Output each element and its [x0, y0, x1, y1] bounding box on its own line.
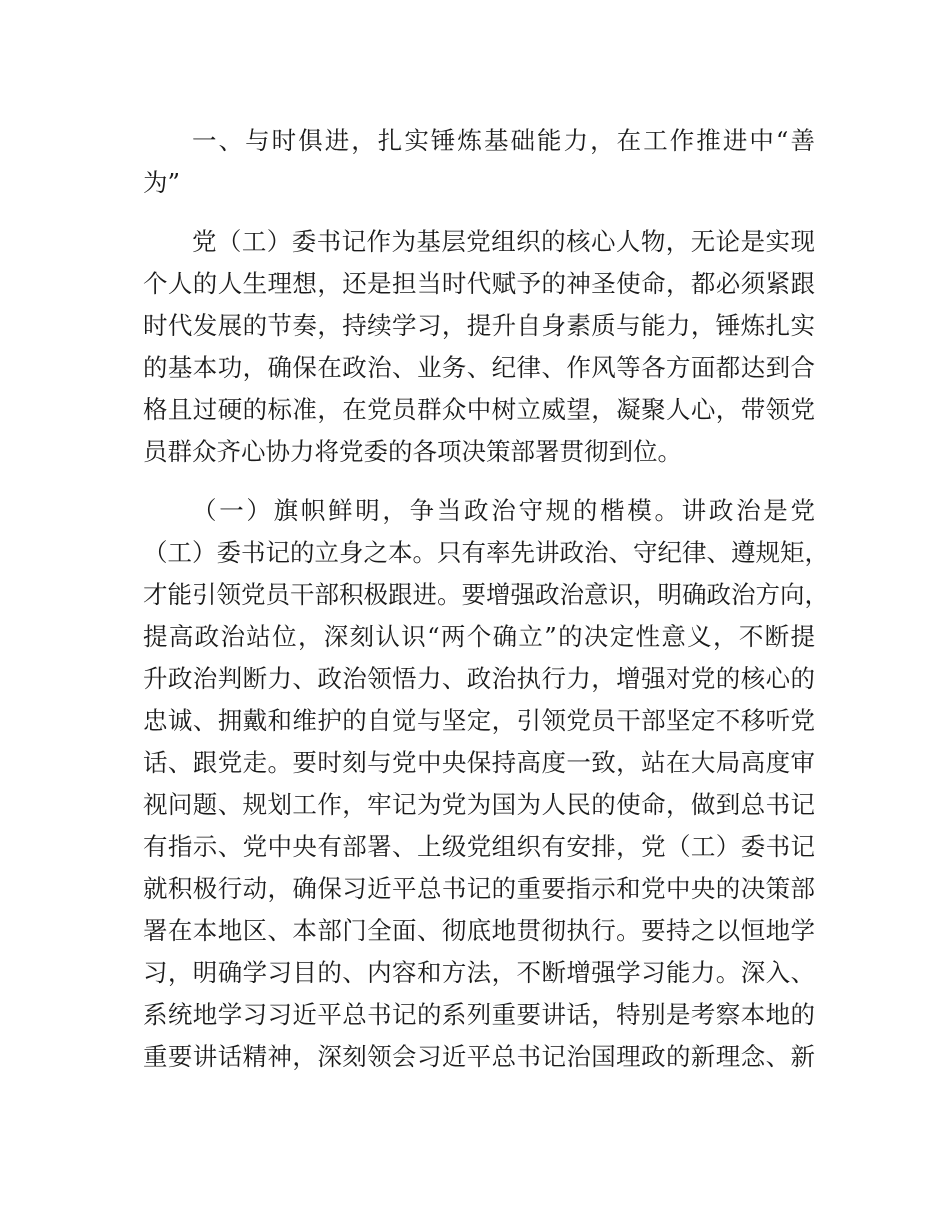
paragraph-line: 有指示、党中央有部署、上级党组织有安排，党（工）委书记 [143, 832, 815, 861]
paragraph-line: 系统地学习习近平总书记的系列重要讲话，特别是考察本地的 [143, 1000, 815, 1029]
paragraph-line: 员群众齐心协力将党委的各项决策部署贯彻到位。 [143, 437, 682, 466]
paragraph-line: 习，明确学习目的、内容和方法，不断增强学习能力。深入、 [143, 958, 815, 987]
paragraph-line: 才能引领党员干部积极跟进。要增强政治意识，明确政治方向， [143, 580, 829, 609]
paragraph-line: 升政治判断力、政治领悟力、政治执行力，增强对党的核心的 [143, 664, 815, 693]
paragraph-political [143, 490, 829, 1078]
paragraph-line: 就积极行动，确保习近平总书记的重要指示和党中央的决策部 [143, 874, 815, 903]
paragraph-line: 党（工）委书记作为基层党组织的核心人物，无论是实现 [192, 227, 815, 256]
paragraph-line: 提高政治站位，深刻认识“两个确立”的决定性意义，不断提 [143, 622, 815, 651]
heading-line: 一、与时俱进，扎实锤炼基础能力，在工作推进中“善 [192, 126, 815, 155]
paragraph-line: （一）旗帜鲜明，争当政治守规的楷模。讲政治是党 [192, 496, 815, 525]
paragraph-line: 重要讲话精神，深刻领会习近平总书记治国理政的新理念、新 [143, 1042, 815, 1071]
document-body [143, 120, 829, 1078]
paragraph-line: （工）委书记的立身之本。只有率先讲政治、守纪律、遵规矩， [143, 538, 829, 567]
paragraph-line: 个人的人生理想，还是担当时代赋予的神圣使命，都必须紧跟 [143, 269, 815, 298]
paragraph-line: 视问题、规划工作，牢记为党为国为人民的使命，做到总书记 [143, 790, 815, 819]
paragraph-intro [143, 221, 815, 473]
heading-line: 为” [143, 168, 181, 197]
paragraph-line: 时代发展的节奏，持续学习，提升自身素质与能力，锤炼扎实 [143, 311, 815, 340]
paragraph-line: 话、跟党走。要时刻与党中央保持高度一致，站在大局高度审 [143, 748, 815, 777]
paragraph-line: 忠诚、拥戴和维护的自觉与坚定，引领党员干部坚定不移听党 [143, 706, 815, 735]
paragraph-line: 格且过硬的标准，在党员群众中树立威望，凝聚人心，带领党 [143, 395, 815, 424]
paragraph-line: 署在本地区、本部门全面、彻底地贯彻执行。要持之以恒地学 [143, 916, 815, 945]
paragraph-line: 的基本功，确保在政治、业务、纪律、作风等各方面都达到合 [143, 353, 815, 382]
section-heading [143, 120, 815, 204]
